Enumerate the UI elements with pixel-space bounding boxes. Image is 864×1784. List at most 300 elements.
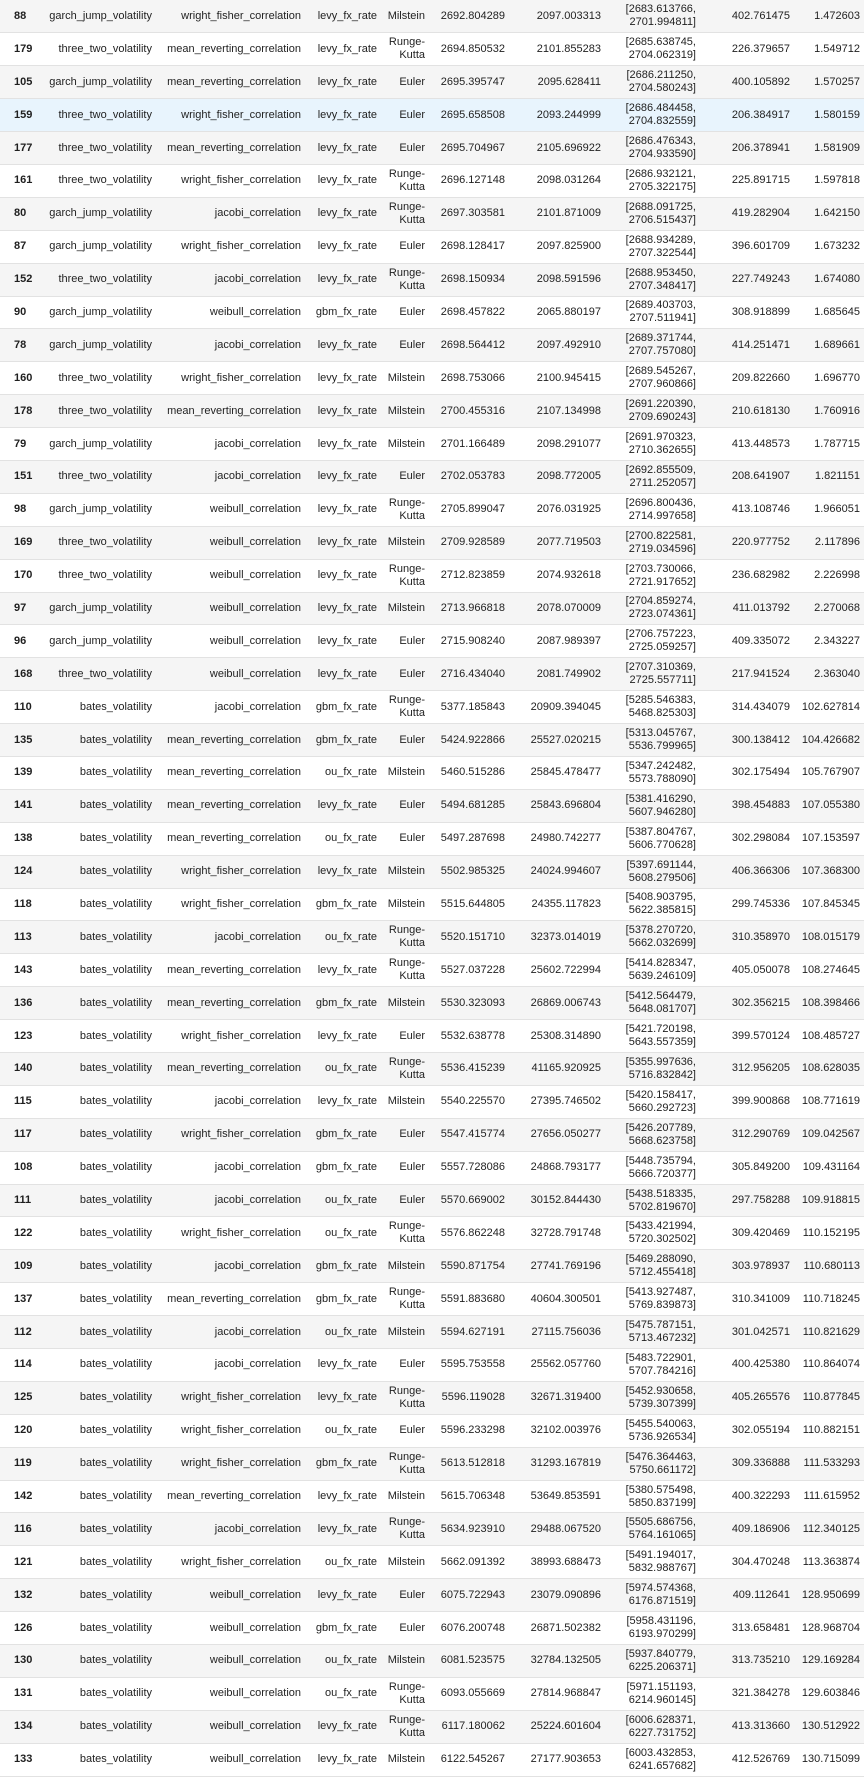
mean-value-cell: 5460.515286 <box>440 766 505 779</box>
mean-value-cell: 6075.722943 <box>440 1588 505 1601</box>
correlation-model-cell: mean_reverting_correlation <box>167 733 301 746</box>
row-index-cell: 152 <box>14 273 33 286</box>
error-value-cell: 107.153597 <box>801 832 860 845</box>
runtime-value-cell: 206.384917 <box>731 108 790 121</box>
runtime-value-cell: 209.822660 <box>731 371 790 384</box>
runtime-value-cell: 399.900868 <box>731 1095 790 1108</box>
correlation-model-cell: weibull_correlation <box>209 601 301 614</box>
fx-rate-model-cell: levy_fx_rate <box>317 1753 377 1766</box>
error-value-cell: 108.274645 <box>801 963 860 976</box>
table-row[interactable] <box>0 1710 864 1743</box>
confidence-interval-cell: [5433.421994, 5720.302502] <box>625 1220 696 1246</box>
error-value-cell: 2.270068 <box>814 601 860 614</box>
confidence-interval-cell: [6006.628371, 6227.731752] <box>625 1713 696 1739</box>
scheme-cell: Milstein <box>387 404 425 417</box>
variance-value-cell: 30152.844430 <box>530 1194 601 1206</box>
confidence-interval-cell: [5285.546383, 5468.825303] <box>625 694 696 720</box>
scheme-cell: Runge-Kutta <box>388 266 425 292</box>
table-row[interactable] <box>0 263 864 296</box>
volatility-model-cell: bates_volatility <box>79 1457 152 1470</box>
table-row[interactable] <box>0 592 864 625</box>
variance-value-cell: 2077.719503 <box>536 536 601 549</box>
fx-rate-model-cell: ou_fx_rate <box>325 1194 377 1206</box>
runtime-value-cell: 302.356215 <box>731 996 790 1009</box>
table-row[interactable] <box>0 99 864 132</box>
fx-rate-model-cell: ou_fx_rate <box>325 1654 377 1667</box>
row-index-cell: 169 <box>14 536 33 549</box>
row-index-cell: 137 <box>14 1292 33 1305</box>
table-row[interactable] <box>0 822 864 855</box>
table-row[interactable] <box>0 888 864 921</box>
error-value-cell: 112.340125 <box>802 1522 860 1535</box>
correlation-model-cell: jacobi_correlation <box>214 1522 301 1535</box>
runtime-value-cell: 321.384278 <box>731 1687 790 1700</box>
fx-rate-model-cell: levy_fx_rate <box>317 338 377 351</box>
volatility-model-cell: bates_volatility <box>79 1358 152 1371</box>
row-index-cell: 117 <box>14 1128 32 1141</box>
runtime-value-cell: 314.434079 <box>731 700 790 713</box>
fx-rate-model-cell: levy_fx_rate <box>317 1095 377 1108</box>
correlation-model-cell: weibull_correlation <box>209 503 301 516</box>
error-value-cell: 110.680113 <box>803 1259 860 1272</box>
fx-rate-model-cell: levy_fx_rate <box>317 404 377 417</box>
correlation-model-cell: mean_reverting_correlation <box>167 963 301 976</box>
runtime-value-cell: 310.358970 <box>731 930 790 943</box>
correlation-model-cell: jacobi_correlation <box>214 1259 301 1272</box>
correlation-model-cell: jacobi_correlation <box>214 207 301 220</box>
row-index-cell: 114 <box>14 1358 32 1371</box>
table-row[interactable] <box>0 756 864 789</box>
variance-value-cell: 23079.090896 <box>530 1588 601 1601</box>
mean-value-cell: 2700.455316 <box>440 404 505 417</box>
confidence-interval-cell: [5412.564479, 5648.081707] <box>625 990 696 1016</box>
confidence-interval-cell: [5505.686756, 5764.161065] <box>625 1516 696 1542</box>
confidence-interval-cell: [5397.691144, 5608.279506] <box>626 858 696 884</box>
mean-value-cell: 5424.922866 <box>440 733 505 746</box>
volatility-model-cell: bates_volatility <box>79 1194 152 1206</box>
table-row[interactable] <box>0 132 864 165</box>
variance-value-cell: 2098.591596 <box>536 273 601 286</box>
mean-value-cell: 5547.415774 <box>440 1128 505 1141</box>
table-row[interactable] <box>0 1381 864 1414</box>
variance-value-cell: 2098.772005 <box>536 470 601 483</box>
table-row[interactable] <box>0 329 864 362</box>
variance-value-cell: 2098.291077 <box>536 437 601 450</box>
table-row[interactable] <box>0 1579 864 1612</box>
runtime-value-cell: 405.050078 <box>731 963 790 976</box>
runtime-value-cell: 210.618130 <box>731 404 790 417</box>
table-row[interactable] <box>0 296 864 329</box>
row-index-cell: 139 <box>14 766 33 779</box>
runtime-value-cell: 297.758288 <box>731 1194 790 1206</box>
volatility-model-cell: bates_volatility <box>79 1490 152 1503</box>
correlation-model-cell: jacobi_correlation <box>214 700 301 713</box>
table-row[interactable] <box>0 1743 864 1776</box>
error-value-cell: 108.015179 <box>801 930 860 943</box>
fx-rate-model-cell: levy_fx_rate <box>317 9 377 22</box>
scheme-cell: Runge-Kutta <box>388 167 425 193</box>
table-row[interactable] <box>0 1677 864 1710</box>
error-value-cell: 128.950699 <box>801 1588 860 1601</box>
table-row[interactable] <box>0 1020 864 1053</box>
table-row[interactable] <box>0 921 864 954</box>
scheme-cell: Milstein <box>387 1555 425 1568</box>
table-row[interactable] <box>0 1283 864 1316</box>
table-row[interactable] <box>0 987 864 1020</box>
table-row[interactable] <box>0 625 864 658</box>
runtime-value-cell: 227.749243 <box>731 273 790 286</box>
table-row[interactable] <box>0 1447 864 1480</box>
correlation-model-cell: mean_reverting_correlation <box>167 996 301 1009</box>
row-index-cell: 96 <box>14 634 27 647</box>
fx-rate-model-cell: levy_fx_rate <box>317 667 377 680</box>
scheme-cell: Milstein <box>387 601 425 614</box>
table-row[interactable] <box>0 362 864 395</box>
mean-value-cell: 5520.151710 <box>440 930 505 943</box>
row-index-cell: 140 <box>14 1062 33 1075</box>
volatility-model-cell: three_two_volatility <box>58 536 152 549</box>
fx-rate-model-cell: levy_fx_rate <box>317 799 377 812</box>
scheme-cell: Runge-Kutta <box>388 1384 425 1410</box>
table-row[interactable] <box>0 691 864 724</box>
row-index-cell: 133 <box>14 1753 33 1766</box>
confidence-interval-cell: [5971.151193, 6214.960145] <box>626 1680 696 1706</box>
error-value-cell: 1.580159 <box>814 108 860 121</box>
correlation-model-cell: mean_reverting_correlation <box>167 404 301 417</box>
error-value-cell: 105.767907 <box>801 766 860 779</box>
variance-value-cell: 25845.478477 <box>530 766 601 779</box>
correlation-model-cell: wright_fisher_correlation <box>181 1424 301 1437</box>
fx-rate-model-cell: ou_fx_rate <box>325 832 377 845</box>
error-value-cell: 1.787715 <box>814 437 860 450</box>
scheme-cell: Runge-Kutta <box>388 1450 425 1476</box>
confidence-interval-cell: [2685.638745, 2704.062319] <box>625 36 696 62</box>
confidence-interval-cell: [2688.953450, 2707.348417] <box>625 266 696 292</box>
error-value-cell: 109.431164 <box>802 1161 860 1174</box>
confidence-interval-cell: [2689.371744, 2707.757080] <box>625 332 696 358</box>
variance-value-cell: 32728.791748 <box>530 1226 601 1239</box>
correlation-model-cell: jacobi_correlation <box>214 273 301 286</box>
runtime-value-cell: 226.379657 <box>731 42 790 55</box>
confidence-interval-cell: [5381.416290, 5607.946280] <box>625 792 696 818</box>
table-row[interactable] <box>0 1118 864 1151</box>
scheme-cell: Euler <box>399 141 425 154</box>
error-value-cell: 1.549712 <box>814 42 860 55</box>
volatility-model-cell: bates_volatility <box>79 1687 152 1700</box>
table-row[interactable] <box>0 1053 864 1086</box>
variance-value-cell: 53649.853591 <box>530 1490 601 1503</box>
confidence-interval-cell: [5421.720198, 5643.557359] <box>625 1023 696 1049</box>
variance-value-cell: 27741.769196 <box>530 1259 601 1272</box>
runtime-value-cell: 413.313660 <box>731 1720 790 1733</box>
fx-rate-model-cell: ou_fx_rate <box>325 1226 377 1239</box>
correlation-model-cell: wright_fisher_correlation <box>181 371 301 384</box>
fx-rate-model-cell: levy_fx_rate <box>317 601 377 614</box>
fx-rate-model-cell: gbm_fx_rate <box>315 1457 377 1470</box>
volatility-model-cell: bates_volatility <box>79 1128 152 1141</box>
volatility-model-cell: garch_jump_volatility <box>49 634 152 647</box>
row-index-cell: 126 <box>14 1621 33 1634</box>
scheme-cell: Milstein <box>387 1753 425 1766</box>
scheme-cell: Runge-Kutta <box>388 1516 425 1542</box>
row-index-cell: 108 <box>14 1161 33 1174</box>
correlation-model-cell: wright_fisher_correlation <box>181 1555 301 1568</box>
variance-value-cell: 2105.696922 <box>536 141 601 154</box>
correlation-model-cell: weibull_correlation <box>209 569 301 582</box>
scheme-cell: Runge-Kutta <box>388 200 425 226</box>
volatility-model-cell: bates_volatility <box>79 963 152 976</box>
table-row[interactable] <box>0 1612 864 1645</box>
scheme-cell: Euler <box>399 338 425 351</box>
runtime-value-cell: 217.941524 <box>731 667 790 680</box>
row-index-cell: 113 <box>14 930 32 943</box>
runtime-value-cell: 409.112641 <box>732 1588 790 1601</box>
scheme-cell: Milstein <box>387 865 425 878</box>
table-row[interactable] <box>0 855 864 888</box>
table-row[interactable] <box>0 1480 864 1513</box>
correlation-model-cell: wright_fisher_correlation <box>181 240 301 253</box>
scheme-cell: Milstein <box>387 1490 425 1503</box>
scheme-cell: Euler <box>399 1588 425 1601</box>
correlation-model-cell: jacobi_correlation <box>214 338 301 351</box>
row-index-cell: 121 <box>14 1555 33 1568</box>
row-index-cell: 98 <box>14 503 27 516</box>
confidence-interval-cell: [6003.432853, 6241.657682] <box>625 1746 696 1772</box>
scheme-cell: Milstein <box>387 1259 425 1272</box>
fx-rate-model-cell: gbm_fx_rate <box>315 1161 377 1174</box>
variance-value-cell: 32784.132505 <box>530 1654 601 1667</box>
row-index-cell: 80 <box>14 207 27 220</box>
row-index-cell: 136 <box>14 996 33 1009</box>
correlation-model-cell: mean_reverting_correlation <box>167 141 301 154</box>
table-row[interactable] <box>0 1250 864 1283</box>
variance-value-cell: 2076.031925 <box>536 503 601 516</box>
volatility-model-cell: three_two_volatility <box>58 174 152 187</box>
mean-value-cell: 6081.523575 <box>440 1654 505 1667</box>
confidence-interval-cell: [5483.722901, 5707.784216] <box>625 1351 696 1377</box>
error-value-cell: 107.055380 <box>801 799 860 812</box>
volatility-model-cell: bates_volatility <box>79 1720 152 1733</box>
volatility-model-cell: three_two_volatility <box>58 569 152 582</box>
fx-rate-model-cell: levy_fx_rate <box>317 1522 377 1535</box>
table-row[interactable] <box>0 197 864 230</box>
table-row[interactable] <box>0 954 864 987</box>
mean-value-cell: 5594.627191 <box>440 1325 505 1338</box>
variance-value-cell: 27177.903653 <box>530 1753 601 1766</box>
correlation-model-cell: weibull_correlation <box>209 1621 301 1634</box>
runtime-value-cell: 400.322293 <box>731 1490 790 1503</box>
confidence-interval-cell: [5313.045767, 5536.799965] <box>625 727 696 753</box>
volatility-model-cell: three_two_volatility <box>58 108 152 121</box>
mean-value-cell: 5634.923910 <box>440 1522 505 1535</box>
table-row[interactable] <box>0 460 864 493</box>
table-row[interactable] <box>0 1513 864 1546</box>
table-row[interactable] <box>0 1085 864 1118</box>
error-value-cell: 110.864074 <box>802 1358 860 1371</box>
confidence-interval-cell: [5413.927487, 5769.839873] <box>625 1286 696 1312</box>
error-value-cell: 108.398466 <box>801 996 860 1009</box>
runtime-value-cell: 236.682982 <box>731 569 790 582</box>
mean-value-cell: 2698.457822 <box>440 305 505 318</box>
table-row[interactable] <box>0 1316 864 1349</box>
scheme-cell: Euler <box>399 75 425 88</box>
mean-value-cell: 5497.287698 <box>440 832 505 845</box>
scheme-cell: Euler <box>399 305 425 318</box>
correlation-model-cell: mean_reverting_correlation <box>167 1292 301 1305</box>
runtime-value-cell: 309.420469 <box>731 1226 790 1239</box>
confidence-interval-cell: [2686.211250, 2704.580243] <box>626 69 696 95</box>
scheme-cell: Euler <box>399 1128 425 1141</box>
correlation-model-cell: wright_fisher_correlation <box>181 1226 301 1239</box>
correlation-model-cell: wright_fisher_correlation <box>181 1029 301 1042</box>
volatility-model-cell: bates_volatility <box>79 1226 152 1239</box>
scheme-cell: Runge-Kutta <box>388 562 425 588</box>
row-index-cell: 143 <box>14 963 33 976</box>
correlation-model-cell: jacobi_correlation <box>214 1358 301 1371</box>
runtime-value-cell: 299.745336 <box>731 897 790 910</box>
table-row[interactable] <box>0 395 864 428</box>
confidence-interval-cell: [2707.310369, 2725.557711] <box>625 661 696 687</box>
fx-rate-model-cell: levy_fx_rate <box>317 174 377 187</box>
scheme-cell: Euler <box>399 1194 425 1206</box>
volatility-model-cell: bates_volatility <box>79 1654 152 1667</box>
fx-rate-model-cell: levy_fx_rate <box>317 108 377 121</box>
scheme-cell: Milstein <box>387 371 425 384</box>
table-row[interactable] <box>0 724 864 757</box>
fx-rate-model-cell: gbm_fx_rate <box>315 1128 377 1141</box>
volatility-model-cell: bates_volatility <box>79 700 152 713</box>
table-row[interactable] <box>0 1414 864 1447</box>
mean-value-cell: 5591.883680 <box>440 1292 505 1305</box>
table-row[interactable] <box>0 33 864 66</box>
scheme-cell: Runge-Kutta <box>388 1713 425 1739</box>
correlation-model-cell: jacobi_correlation <box>214 930 301 943</box>
table-row[interactable] <box>0 493 864 526</box>
confidence-interval-cell: [5378.270720, 5662.032699] <box>625 924 696 950</box>
table-row[interactable] <box>0 526 864 559</box>
mean-value-cell: 5576.862248 <box>440 1226 505 1239</box>
table-row[interactable] <box>0 1151 864 1184</box>
confidence-interval-cell: [5958.431196, 6193.970299] <box>626 1615 696 1641</box>
mean-value-cell: 2713.966818 <box>440 601 505 614</box>
volatility-model-cell: garch_jump_volatility <box>49 338 152 351</box>
table-row[interactable] <box>0 1546 864 1579</box>
error-value-cell: 1.472603 <box>814 9 860 22</box>
table-row[interactable] <box>0 0 864 33</box>
row-index-cell: 161 <box>14 174 33 187</box>
variance-value-cell: 2087.989397 <box>536 634 601 647</box>
row-index-cell: 131 <box>14 1687 33 1700</box>
confidence-interval-cell: [2686.476343, 2704.933590] <box>625 135 696 160</box>
scheme-cell: Euler <box>399 108 425 121</box>
volatility-model-cell: bates_volatility <box>79 930 152 943</box>
fx-rate-model-cell: levy_fx_rate <box>317 1588 377 1601</box>
mean-value-cell: 2696.127148 <box>440 174 505 187</box>
variance-value-cell: 27814.968847 <box>530 1687 601 1700</box>
runtime-value-cell: 414.251471 <box>731 338 790 351</box>
table-row[interactable] <box>0 1645 864 1678</box>
mean-value-cell: 6122.545267 <box>440 1753 505 1766</box>
scheme-cell: Runge-Kutta <box>388 957 425 983</box>
runtime-value-cell: 405.265576 <box>731 1391 790 1404</box>
correlation-model-cell: weibull_correlation <box>209 1753 301 1766</box>
mean-value-cell: 2694.850532 <box>440 42 505 55</box>
error-value-cell: 110.821629 <box>802 1325 860 1338</box>
error-value-cell: 111.615952 <box>803 1490 860 1503</box>
variance-value-cell: 2097.003313 <box>536 9 601 22</box>
confidence-interval-cell: [5408.903795, 5622.385815] <box>625 891 696 917</box>
variance-value-cell: 40604.300501 <box>530 1292 601 1305</box>
volatility-model-cell: garch_jump_volatility <box>49 503 152 516</box>
volatility-model-cell: bates_volatility <box>79 865 152 878</box>
correlation-model-cell: mean_reverting_correlation <box>167 1062 301 1075</box>
runtime-value-cell: 302.298084 <box>731 832 790 845</box>
error-value-cell: 110.152195 <box>802 1226 860 1239</box>
confidence-interval-cell: [5448.735794, 5666.720377] <box>625 1154 696 1180</box>
volatility-model-cell: garch_jump_volatility <box>49 437 152 450</box>
mean-value-cell: 5595.753558 <box>440 1358 505 1371</box>
runtime-value-cell: 400.425380 <box>731 1358 790 1371</box>
row-index-cell: 88 <box>14 9 27 22</box>
volatility-model-cell: bates_volatility <box>79 1391 152 1404</box>
runtime-value-cell: 411.013792 <box>732 601 790 614</box>
runtime-value-cell: 309.336888 <box>731 1457 790 1470</box>
table-row[interactable] <box>0 559 864 592</box>
confidence-interval-cell: [5455.540063, 5736.926534] <box>625 1417 696 1443</box>
scheme-cell: Milstein <box>387 1325 425 1338</box>
row-index-cell: 79 <box>14 437 27 450</box>
table-row[interactable] <box>0 658 864 691</box>
table-row[interactable] <box>0 230 864 263</box>
table-row[interactable] <box>0 428 864 461</box>
variance-value-cell: 2107.134998 <box>536 404 601 417</box>
fx-rate-model-cell: levy_fx_rate <box>317 42 377 55</box>
table-row[interactable] <box>0 1184 864 1217</box>
volatility-model-cell: garch_jump_volatility <box>49 240 152 253</box>
fx-rate-model-cell: ou_fx_rate <box>325 766 377 779</box>
table-row[interactable] <box>0 66 864 99</box>
volatility-model-cell: three_two_volatility <box>58 404 152 417</box>
fx-rate-model-cell: levy_fx_rate <box>317 1358 377 1371</box>
mean-value-cell: 2698.753066 <box>440 371 505 384</box>
error-value-cell: 110.718245 <box>802 1292 860 1305</box>
table-row[interactable] <box>0 1217 864 1250</box>
table-row[interactable] <box>0 1349 864 1382</box>
error-value-cell: 110.882151 <box>802 1424 860 1437</box>
runtime-value-cell: 312.290769 <box>731 1128 790 1141</box>
correlation-model-cell: weibull_correlation <box>209 1588 301 1601</box>
row-index-cell: 132 <box>14 1588 33 1601</box>
confidence-interval-cell: [5355.997636, 5716.832842] <box>625 1055 696 1081</box>
mean-value-cell: 5615.706348 <box>440 1490 505 1503</box>
confidence-interval-cell: [5974.574368, 6176.871519] <box>625 1582 696 1608</box>
scheme-cell: Runge-Kutta <box>388 496 425 522</box>
error-value-cell: 108.485727 <box>801 1029 860 1042</box>
mean-value-cell: 5377.185843 <box>440 700 505 713</box>
row-index-cell: 159 <box>14 108 33 121</box>
runtime-value-cell: 302.175494 <box>731 766 790 779</box>
mean-value-cell: 5530.323093 <box>440 996 505 1009</box>
mean-value-cell: 5527.037228 <box>440 963 505 976</box>
fx-rate-model-cell: gbm_fx_rate <box>315 897 377 910</box>
row-index-cell: 177 <box>14 141 33 154</box>
volatility-model-cell: three_two_volatility <box>58 273 152 286</box>
scheme-cell: Euler <box>399 634 425 647</box>
variance-value-cell: 2093.244999 <box>536 108 601 121</box>
table-row[interactable] <box>0 789 864 822</box>
mean-value-cell: 2698.150934 <box>440 273 505 286</box>
table-row[interactable] <box>0 164 864 197</box>
